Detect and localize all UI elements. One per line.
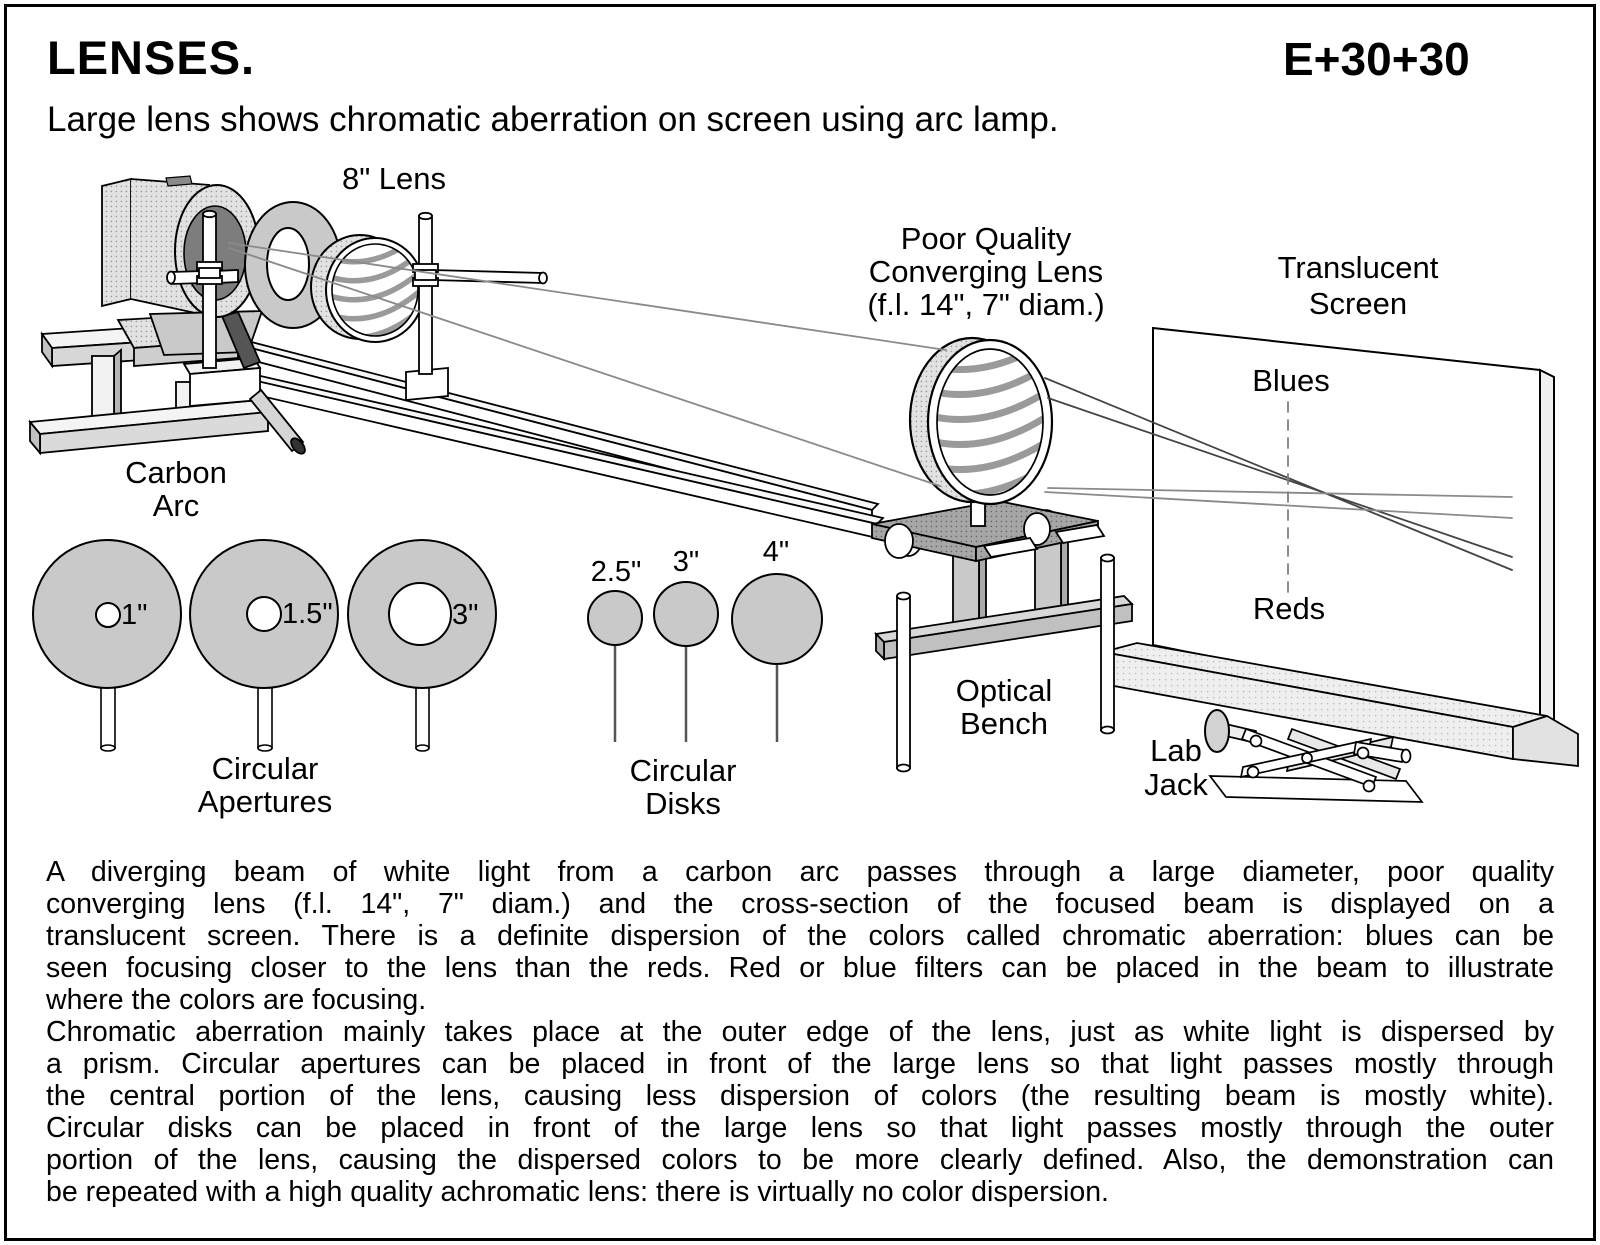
- description-line: portion of the lens, causing the dispersed colors to be more clearly defined. Also, the demonstration can: [46, 1144, 1554, 1176]
- label-line: Poor Quality: [900, 221, 1072, 256]
- description-line: be repeated with a high quality achromatic lens: there is virtually no color dispersion.: [46, 1176, 1109, 1208]
- paragraph-2: [46, 1016, 1554, 1208]
- label-line: Converging Lens: [868, 254, 1104, 289]
- optical-bench-rails: [228, 338, 883, 538]
- description-text: [46, 856, 1554, 1208]
- paragraph-1: [46, 856, 1554, 1016]
- converging-lens: [910, 338, 1052, 504]
- label-line: Screen: [1308, 286, 1408, 321]
- label-circular-apertures: [198, 752, 332, 818]
- description-line: the central portion of the lens, causing less dispersion of colors (the resulting beam is mostly white).: [46, 1080, 1554, 1112]
- label-carbon-arc: [125, 456, 227, 522]
- description-line: Circular disks can be placed in front of the large lens so that light passes mostly through the outer: [46, 1112, 1554, 1144]
- disk-size-label: 4": [762, 536, 790, 568]
- description-line: Chromatic aberration mainly takes place at the outer edge of the lens, just as white light is dispersed by: [46, 1016, 1554, 1048]
- aperture-size-label: 1.5": [282, 598, 333, 630]
- description-line: translucent screen. There is a definite dispersion of the colors called chromatic aberration: blues can be: [46, 920, 1554, 952]
- label-blues: Blues: [1252, 363, 1330, 398]
- label-line: Arc: [152, 488, 200, 523]
- label-converging-lens: [867, 222, 1104, 321]
- description-line: where the colors are focusing.: [46, 984, 427, 1016]
- label-translucent-screen: [1278, 250, 1439, 322]
- description-line: a prism. Circular apertures can be placed in front of the large lens so that light passes mostly through: [46, 1048, 1554, 1080]
- aperture-size-label: 1": [121, 599, 148, 631]
- lens-holder-post: [406, 213, 547, 400]
- eight-inch-lens: [311, 234, 424, 342]
- description-line: A diverging beam of white light from a carbon arc passes through a large diameter, poor quality: [46, 856, 1554, 888]
- label-8in-lens: 8" Lens: [341, 161, 447, 196]
- label-lab-jack: [1144, 734, 1208, 802]
- description-line: converging lens (f.l. 14", 7" diam.) and the cross-section of the focused beam is displayed on a: [46, 888, 1554, 920]
- label-line: Carbon: [125, 455, 227, 490]
- disk-size-label: 3": [672, 546, 700, 578]
- demo-code: E+30+30: [1283, 33, 1470, 85]
- label-line: Apertures: [197, 784, 333, 819]
- label-line: Translucent: [1277, 250, 1439, 285]
- label-line: Circular: [211, 751, 319, 786]
- label-line: Lab: [1150, 733, 1202, 768]
- description-line: seen focusing closer to the lens than the reds. Red or blue filters can be placed in the beam to illustrate: [46, 952, 1554, 984]
- page-title: LENSES.: [47, 31, 256, 84]
- label-reds: Reds: [1252, 591, 1326, 626]
- circular-apertures: [33, 540, 496, 751]
- label-line: Bench: [960, 706, 1048, 741]
- label-circular-disks: [630, 754, 737, 820]
- page-subtitle: Large lens shows chromatic aberration on screen using arc lamp.: [47, 100, 1059, 139]
- label-optical-bench: [956, 674, 1052, 740]
- label-line: Jack: [1144, 767, 1208, 802]
- label-line: Optical: [955, 673, 1053, 708]
- circular-disks: [588, 574, 822, 742]
- label-line: (f.l. 14", 7" diam.): [867, 287, 1105, 322]
- label-line: Circular: [629, 753, 737, 788]
- aperture-size-label: 3": [452, 599, 479, 631]
- label-line: Disks: [645, 786, 721, 821]
- disk-size-label: 2.5": [590, 556, 642, 588]
